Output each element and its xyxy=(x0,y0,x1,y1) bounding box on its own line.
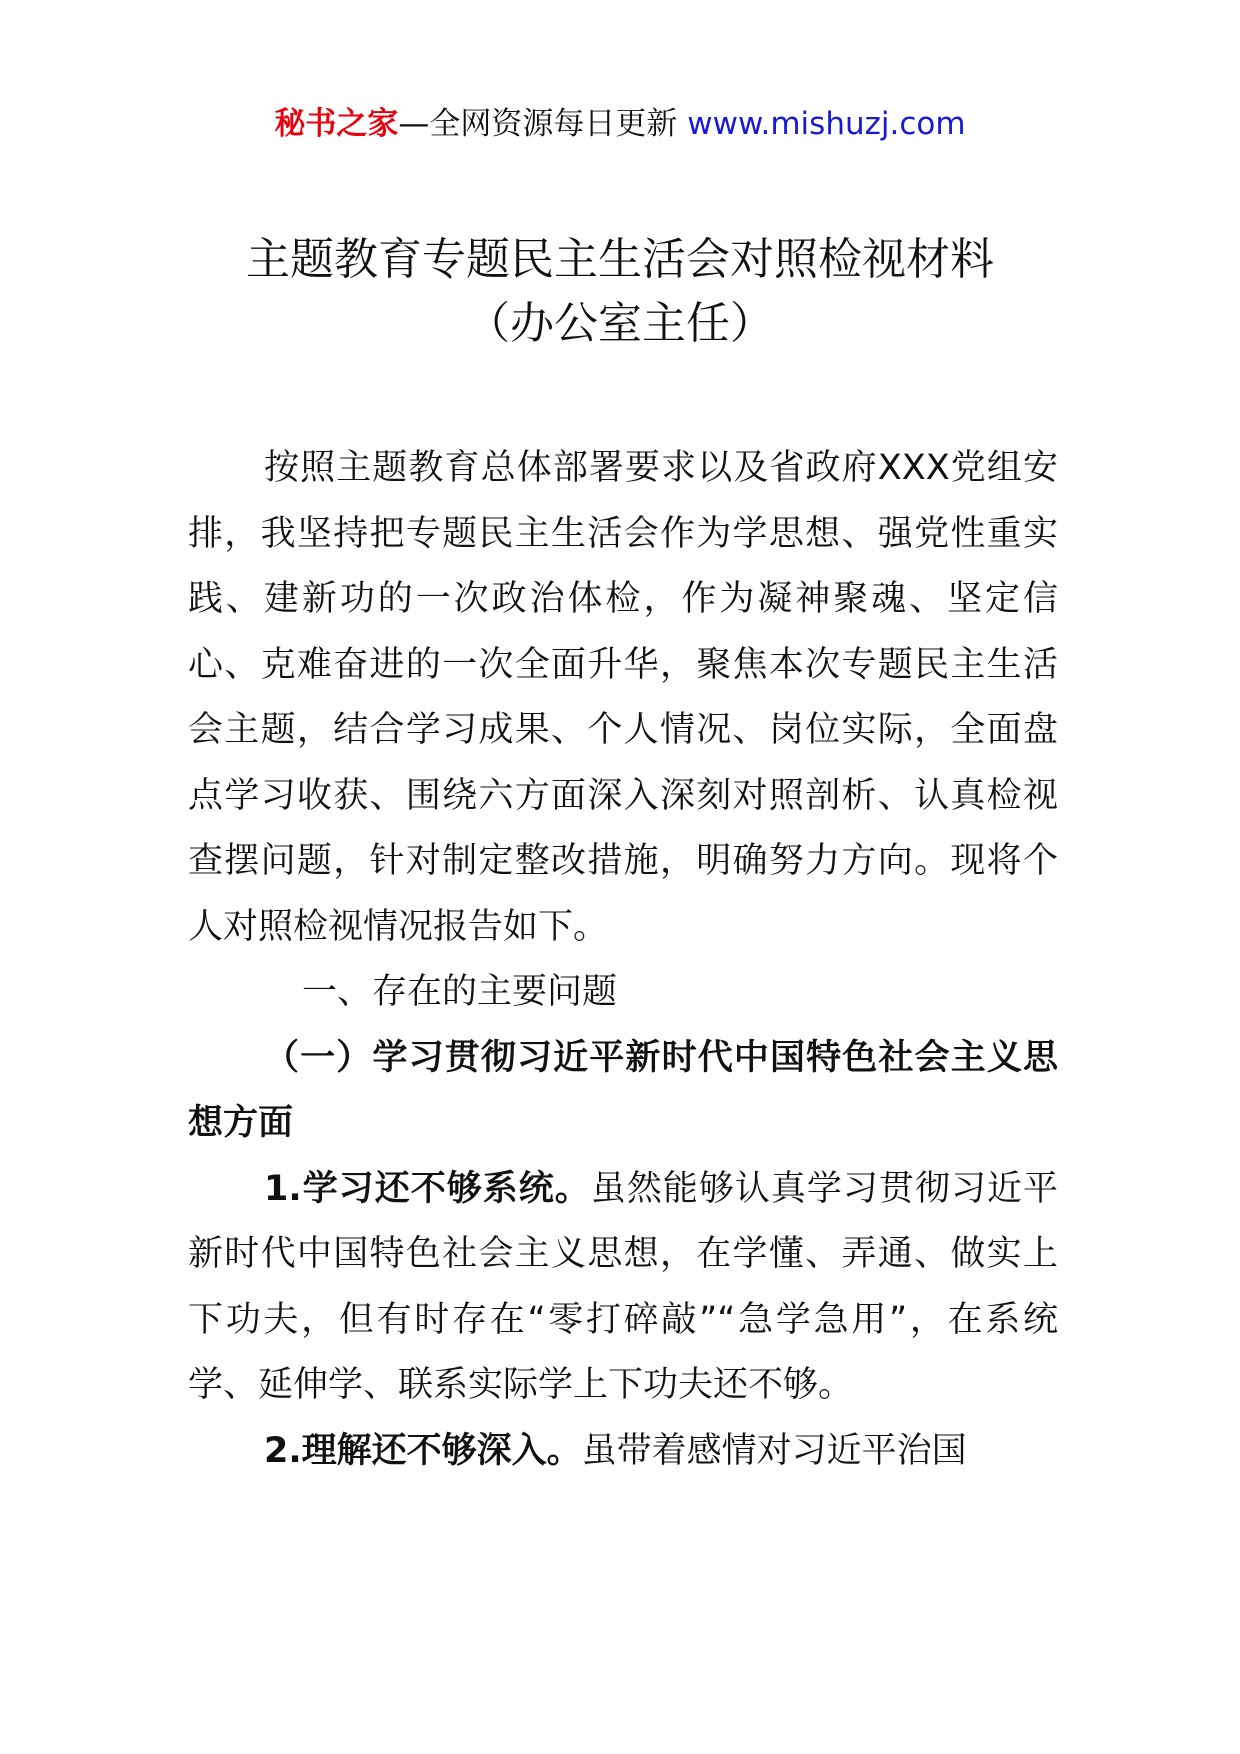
intro-paragraph: 按照主题教育总体部署要求以及省政府XXX党组安排，我坚持把专题民主生活会作为学思想、强党性重实践、建新功的一次政治体检，作为凝神聚魂、坚定信心、克难奋进的一次全面升华，聚焦本次专题民主生活会主题，结合学习成果、个人情况、岗位实际，全面盘点学习收获、围绕六方面深入深刻对照剖析、认真检视查摆问题，针对制定整改措施，明确努力方向。现将个人对照检视情况报告如下。 xyxy=(188,448,1058,947)
item-paragraph-2 xyxy=(188,1419,1058,1485)
site-header xyxy=(0,100,1240,148)
header-slogan: —全网资源每日更新 xyxy=(398,106,688,142)
item-text-2: 虽带着感情对习近平治国 xyxy=(581,1430,967,1471)
subsection-heading-1: （一）学习贯彻习近平新时代中国特色社会主义思想方面 xyxy=(188,1037,1058,1143)
title-line-1: 主题教育专题民主生活会对照检视材料 xyxy=(246,234,994,285)
document-body xyxy=(188,436,1058,1484)
item-heading-2: 2.理解还不够深入。 xyxy=(264,1430,582,1471)
document-title xyxy=(0,228,1240,356)
item-text-1: 虽然能够认真学习贯彻习近平新时代中国特色社会主义思想，在学懂、弄通、做实上下功夫，但有时存在“零打碎敲”“急学急用”，在系统学、延伸学、联系实际学上下功夫还不够。 xyxy=(188,1168,1058,1405)
brand-name: 秘书之家 xyxy=(274,106,399,142)
section-heading-1: 一、存在的主要问题 xyxy=(302,972,618,1012)
item-heading-1: 1.学习还不够系统。 xyxy=(264,1168,591,1209)
site-url[interactable]: www.mishuzj.com xyxy=(687,106,966,142)
title-line-2: （办公室主任） xyxy=(466,298,774,349)
item-paragraph-1 xyxy=(188,1157,1058,1419)
